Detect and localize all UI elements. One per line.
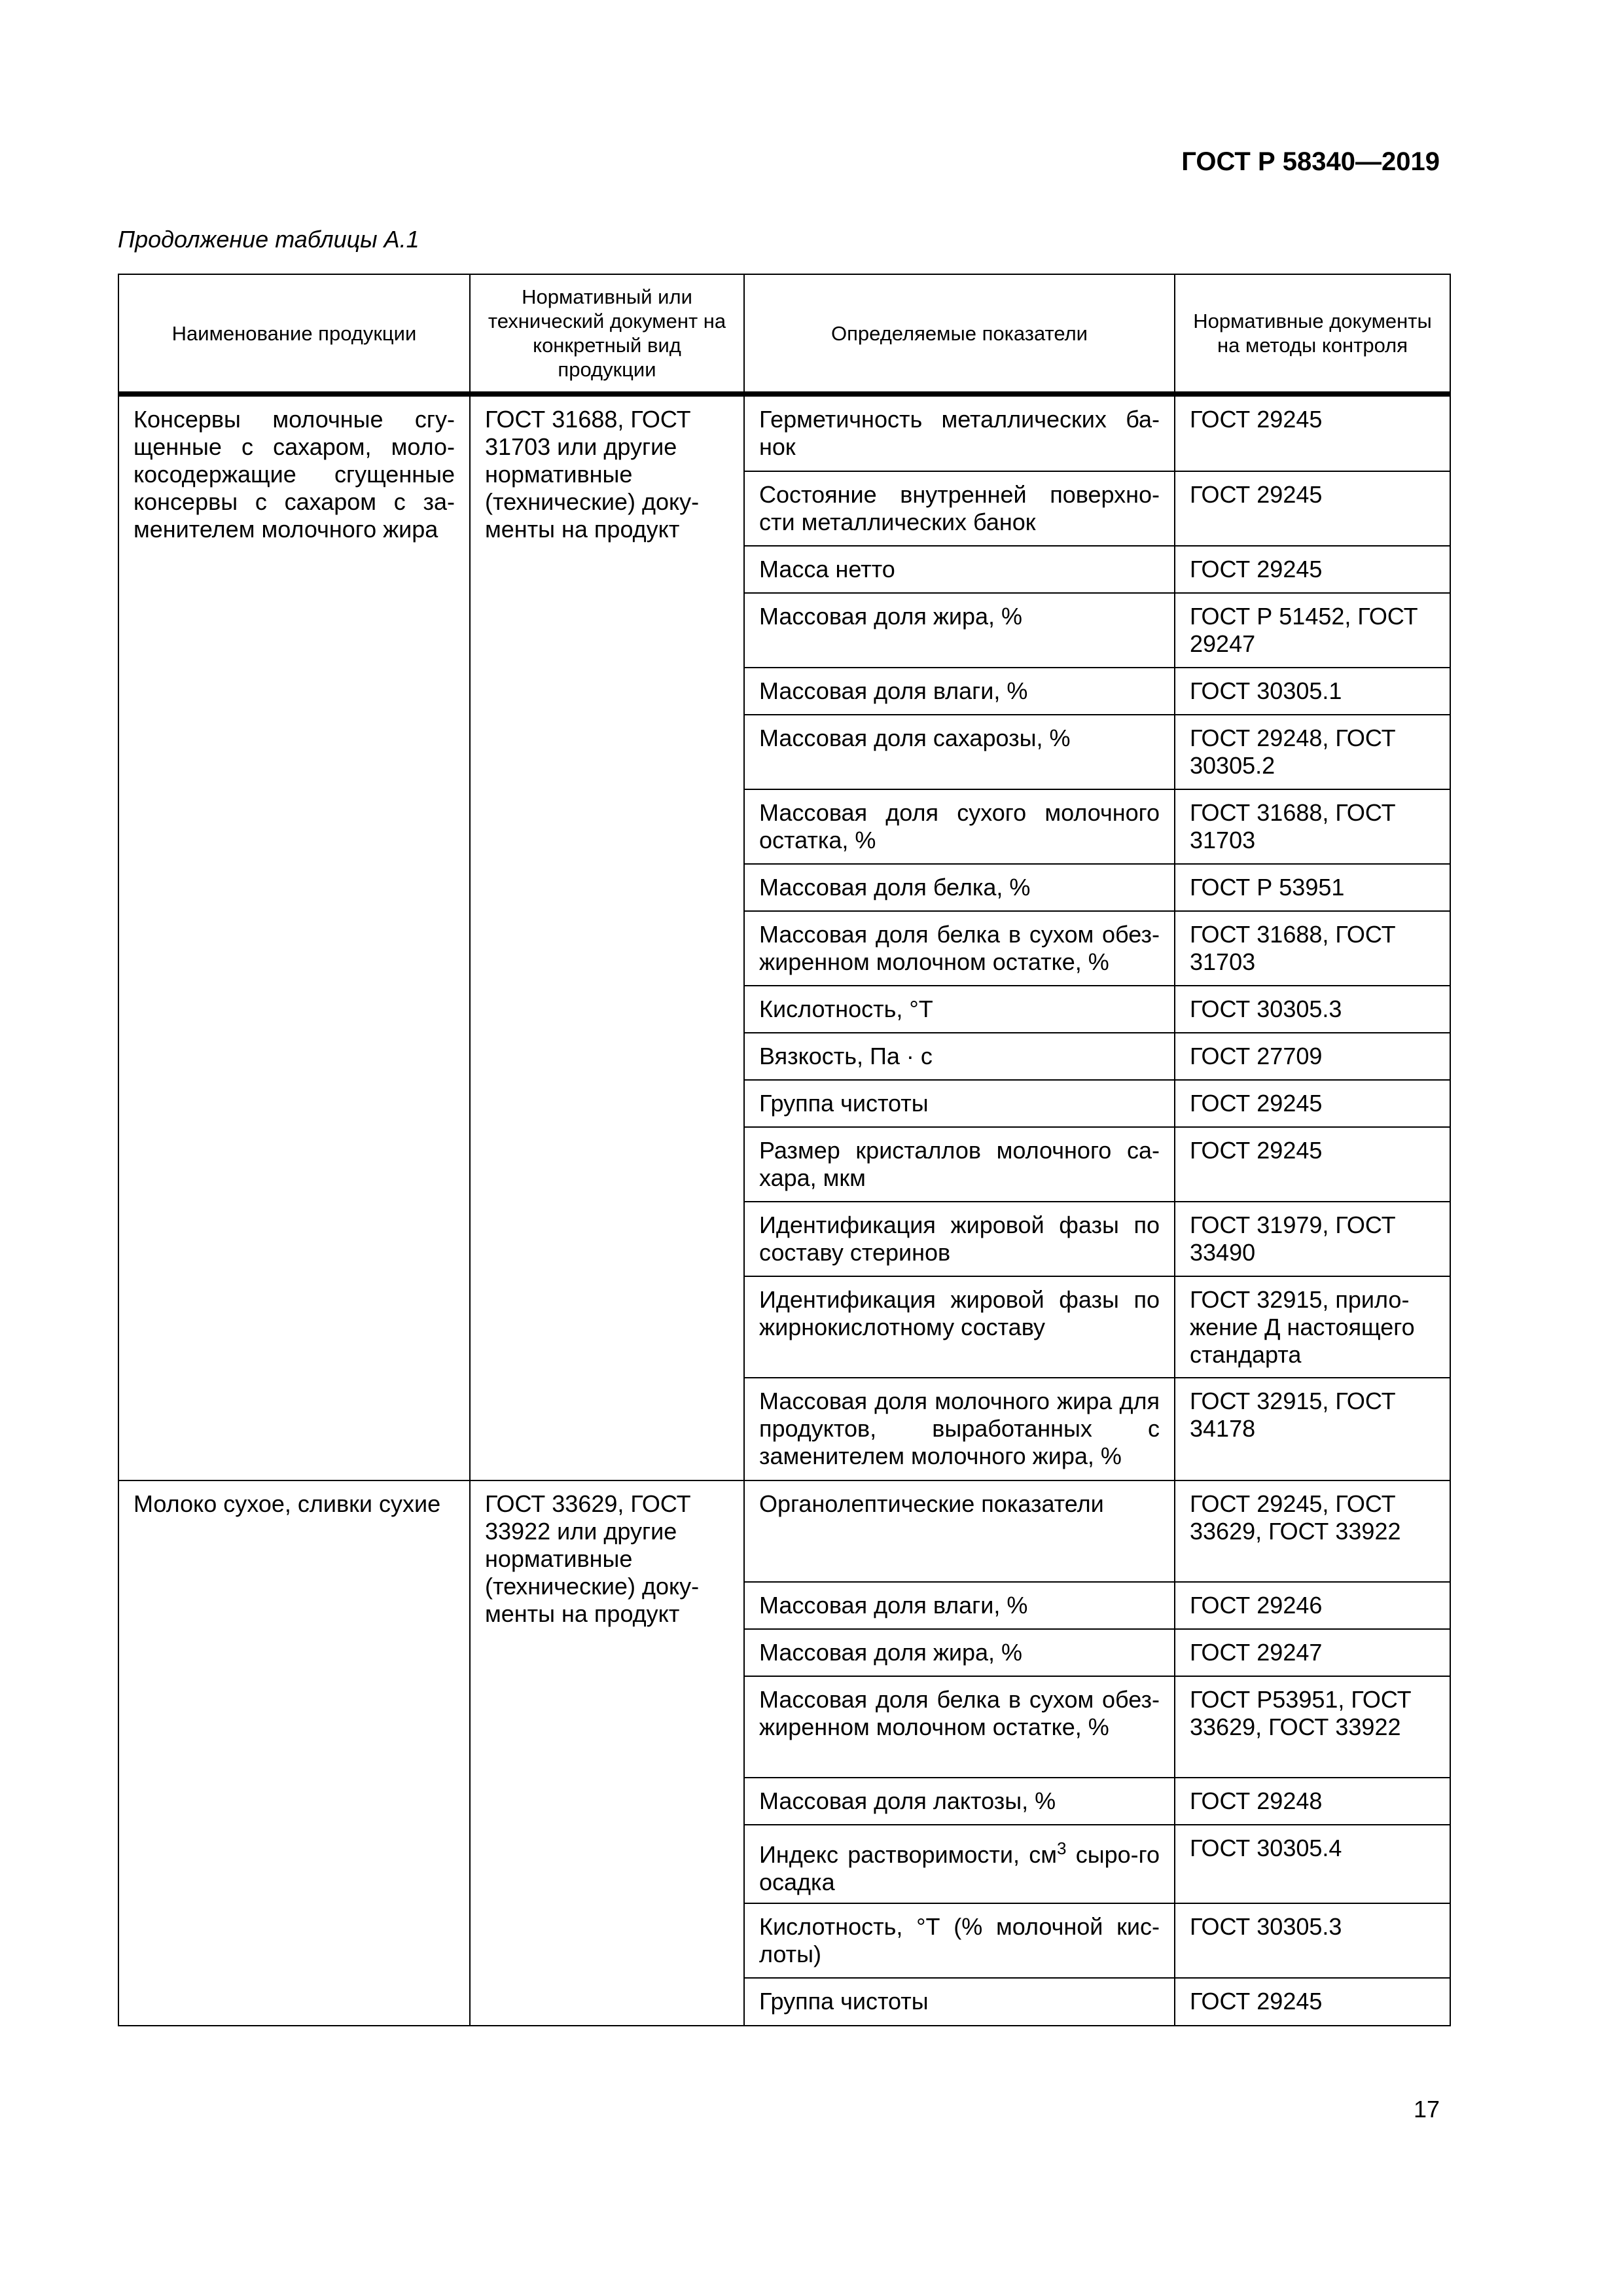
indicator-cell: Массовая доля лактозы, % [744, 1778, 1175, 1825]
indicator-cell: Массовая доля влаги, % [744, 1582, 1175, 1629]
indicator-cell: Органолептические показатели [744, 1480, 1175, 1582]
superscript-exponent: 3 [1057, 1839, 1067, 1858]
indicator-cell: Масса нетто [744, 546, 1175, 593]
method-cell: ГОСТ 29245 [1175, 1127, 1450, 1202]
indicator-cell: Массовая доля жира, % [744, 593, 1175, 668]
table-caption: Продолжение таблицы А.1 [118, 226, 419, 253]
column-header-document: Нормативный или технический документ на конкретный вид продукции [470, 274, 744, 394]
method-cell: ГОСТ 29248 [1175, 1778, 1450, 1825]
method-cell: ГОСТ Р 51452, ГОСТ 29247 [1175, 593, 1450, 668]
document-id-header: ГОСТ Р 58340—2019 [1181, 147, 1440, 176]
column-header-product: Наименование продукции [118, 274, 470, 394]
product-document-cell: ГОСТ 33629, ГОСТ 33922 или другие нормативные (технические) доку-менты на продукт [470, 1480, 744, 2026]
method-cell: ГОСТ 29245, ГОСТ 33629, ГОСТ 33922 [1175, 1480, 1450, 1582]
method-cell: ГОСТ 30305.3 [1175, 986, 1450, 1033]
table-body [118, 394, 1450, 2026]
product-name-cell: Консервы молочные сгу-щенные с сахаром, моло-косодержащие сгущенные консервы с сахаром с за-менителем молочного жира [118, 394, 470, 1480]
indicator-cell: Герметичность металлических ба-нок [744, 394, 1175, 471]
indicator-cell: Группа чистоты [744, 1978, 1175, 2026]
indicator-cell: Массовая доля влаги, % [744, 668, 1175, 715]
indicator-cell: Идентификация жировой фазы по составу стеринов [744, 1202, 1175, 1276]
method-cell: ГОСТ 27709 [1175, 1033, 1450, 1080]
column-header-methods: Нормативные документы на методы контроля [1175, 274, 1450, 394]
method-cell: ГОСТ Р 53951 [1175, 864, 1450, 911]
method-cell: ГОСТ 30305.3 [1175, 1903, 1450, 1978]
indicator-cell: Размер кристаллов молочного са-хара, мкм [744, 1127, 1175, 1202]
indicator-cell: Массовая доля сахарозы, % [744, 715, 1175, 789]
indicator-cell: Состояние внутренней поверхно-сти металлических банок [744, 471, 1175, 546]
indicator-cell: Массовая доля белка в сухом обез-жиренном молочном остатке, % [744, 1676, 1175, 1778]
indicator-cell: Вязкость, Па · с [744, 1033, 1175, 1080]
standards-table [118, 274, 1451, 2026]
indicator-cell: Массовая доля белка, % [744, 864, 1175, 911]
indicator-cell: Массовая доля молочного жира для продуктов, выработанных с заменителем молочного жира, % [744, 1378, 1175, 1480]
product-name-cell: Молоко сухое, сливки сухие [118, 1480, 470, 2026]
indicator-cell: Индекс растворимости, $см^3$ сыро-го осадка [744, 1825, 1175, 1903]
method-cell: ГОСТ 31688, ГОСТ 31703 [1175, 789, 1450, 864]
indicator-cell: Идентификация жировой фазы по жирнокислотному составу [744, 1276, 1175, 1378]
table-row [118, 394, 1450, 471]
method-cell: ГОСТ 31979, ГОСТ 33490 [1175, 1202, 1450, 1276]
method-cell: ГОСТ 29247 [1175, 1629, 1450, 1676]
indicator-cell: Массовая доля жира, % [744, 1629, 1175, 1676]
page-number: 17 [1413, 2096, 1440, 2123]
indicator-cell: Группа чистоты [744, 1080, 1175, 1127]
method-cell: ГОСТ 31688, ГОСТ 31703 [1175, 911, 1450, 986]
method-cell: ГОСТ 29248, ГОСТ 30305.2 [1175, 715, 1450, 789]
method-cell: ГОСТ 30305.1 [1175, 668, 1450, 715]
method-cell: ГОСТ 29245 [1175, 1978, 1450, 2026]
indicator-cell: Массовая доля сухого молочного остатка, % [744, 789, 1175, 864]
method-cell: ГОСТ Р53951, ГОСТ 33629, ГОСТ 33922 [1175, 1676, 1450, 1778]
column-header-indicators: Определяемые показатели [744, 274, 1175, 394]
table-header-row [118, 274, 1450, 394]
indicator-cell: Кислотность, °Т (% молочной кис-лоты) [744, 1903, 1175, 1978]
method-cell: ГОСТ 29245 [1175, 471, 1450, 546]
method-cell: ГОСТ 29245 [1175, 1080, 1450, 1127]
method-cell: ГОСТ 29245 [1175, 546, 1450, 593]
method-cell: ГОСТ 32915, ГОСТ 34178 [1175, 1378, 1450, 1480]
product-document-cell: ГОСТ 31688, ГОСТ 31703 или другие нормативные (технические) доку-менты на продукт [470, 394, 744, 1480]
method-cell: ГОСТ 32915, прило-жение Д настоящего стандарта [1175, 1276, 1450, 1378]
method-cell: ГОСТ 29246 [1175, 1582, 1450, 1629]
method-cell: ГОСТ 29245 [1175, 394, 1450, 471]
indicator-cell: Массовая доля белка в сухом обез-жиренном молочном остатке, % [744, 911, 1175, 986]
table-row [118, 1480, 1450, 1582]
indicator-cell: Кислотность, °Т [744, 986, 1175, 1033]
method-cell: ГОСТ 30305.4 [1175, 1825, 1450, 1903]
